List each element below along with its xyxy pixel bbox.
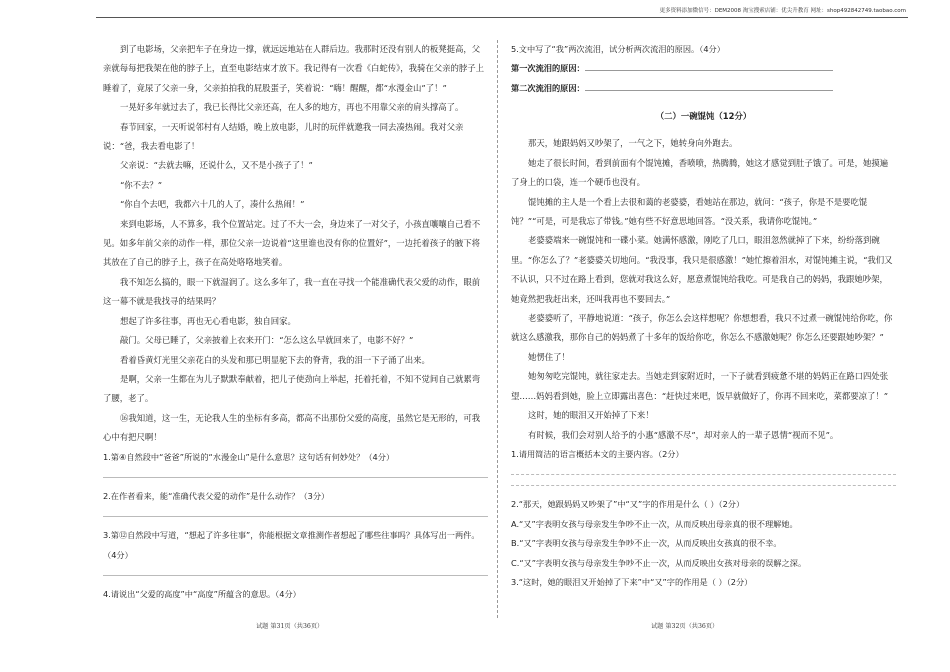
page-footer-left: 试题 第31页（共36页） [256, 623, 324, 630]
question-5: 5.文中写了“我”两次流泪，试分析两次流泪的原因。（4分） [511, 44, 725, 54]
paragraph: 她走了很长时间，看到前面有个馄饨摊，香喷喷，热腾腾，她这才感觉到肚子饿了。可是，她摸遍了身上的口袋，连一个硬币也没有。 [511, 157, 889, 188]
paragraph: 那天，她跟妈妈又吵架了，一气之下，她转身向外跑去。 [528, 138, 738, 149]
question-2: 2.在作者看来，能“准确代表父爱的动作”是什么动作？（3分） [103, 490, 330, 501]
question-r2: 2.“那天，她跟妈妈又吵架了”中“又”字的作用是什么（ ）（2分） [511, 499, 745, 510]
paragraph: 我不知怎么搞的，眼一下就湿润了。这么多年了，我一直在寻找一个能准确代表父爱的动作，眼前这一幕不就是我找寻的结果吗？ [103, 276, 481, 307]
question-r1: 1.请用简洁的语言概括本文的主要内容。（2分） [511, 448, 684, 459]
header-rule [96, 17, 908, 18]
paragraph: 来到电影场，人不算多，我个位置站定。过了不大一会，身边来了一对父子，小孩直嚷嚷自己看不见。如多年前父亲的动作一样，那位父亲一边说着“这里谁也没有你的位置好”，一边托着孩子的腋下将其放在了自己的脖子上，孩子在高处咯咯地笑着。 [103, 218, 481, 268]
question-r3: 3.“这时，她的眼泪又开始掉了下来”中“又”字的作用是（ ）（2分） [511, 576, 753, 587]
right-column [511, 40, 896, 592]
paragraph: “你不去？” [120, 179, 163, 190]
page-header: 更多资料添加微信号：DEM2008 淘宝搜索店铺：优尖升教育 网址：shop492842749.taobao.com [659, 8, 906, 14]
option-a: A.“又”字表明女孩与母亲发生争吵不止一次，从而反映出母亲真的很不理解她。 [511, 518, 798, 529]
first-reason-answer-line[interactable] [585, 60, 833, 71]
paragraph: 是啊，父亲一生都在为儿子默默奉献着，把儿子使劲向上举起，托着托着，不知不觉间自己就累弯了腰，老了。 [103, 373, 481, 404]
page-footer-right: 试题 第32页（共36页） [651, 623, 719, 630]
option-b: B.“又”字表明女孩与母亲发生争吵不止一次，从而反映出女孩真的很不幸。 [511, 538, 782, 549]
paragraph: ⑯我知道，这一生，无论我人生的坐标有多高，都高不出那份父爱的高度，虽然它是无形的，可我心中有把尺啊！ [103, 412, 481, 443]
column-divider [497, 40, 498, 618]
question-1: 1.第④自然段中“爸爸”所说的“水漫金山”是什么意思？这句话有何妙处？（4分） [103, 451, 395, 462]
second-reason-answer-line[interactable] [585, 80, 833, 91]
option-c: C.“又”字表明女孩与母亲发生争吵不止一次，从而反映出女孩对母亲的误解之深。 [511, 557, 807, 568]
second-reason-label: 第二次流泪的原因： [511, 82, 585, 93]
answer-line[interactable] [103, 515, 488, 517]
first-reason-prompt [511, 59, 896, 78]
answer-line[interactable] [103, 574, 488, 576]
paragraph: 有时候，我们会对别人给予的小惠“感激不尽”，却对亲人的一辈子恩情“视而不见”。 [528, 429, 839, 440]
paragraph: 父亲说：“去就去嘛，还说什么，又不是小孩子了！” [120, 160, 313, 171]
paragraph: 一晃好多年就过去了，我已长得比父亲还高，在人多的地方，再也不用靠父亲的肩头撑高了。 [120, 102, 464, 113]
paragraph: 老婆婆听了，平静地说道：“孩子，你怎么会这样想呢？你想想看，我只不过煮一碗馄饨给你吃，你就这么感激我，那你自己的妈妈煮了十多年的饭给你吃，你怎么不感激她呢？你怎么还要跟她吵架？” [511, 313, 893, 343]
paragraph: “你自个去吧，我都六十几的人了，凑什么热闹！” [120, 199, 305, 210]
paragraph: 想起了许多往事，再也无心看电影，独自回家。 [120, 315, 296, 326]
paragraph: 敲门。父母已睡了，父亲披着上衣来开门：“怎么这么早就回来了，电影不好？” [120, 335, 414, 346]
question-4: 4.请说出“父爱的高度”中“高度”所蕴含的意思。（4分） [103, 589, 301, 600]
paragraph: 到了电影场，父亲把车子在身边一撑，就远远地站在人群后边。我那时还没有别人的板凳挺高，父亲就每每把我架在他的脖子上，直至电影结束才放下。我记得有一次看《白蛇传》，我骑在父亲的脖子上睡着了，竟尿了父亲一身，父亲拍拍我的屁股蛋子，笑着说：“嗨！醒醒，都“水漫金山”了！” [103, 44, 485, 93]
paragraph: 她愣住了！ [528, 351, 570, 362]
paragraph: 看着昏黄灯光里父亲花白的头发和那已明显驼下去的脊背，我的泪一下子涌了出来。 [120, 354, 430, 365]
answer-line[interactable] [511, 473, 896, 475]
paragraph: 老婆婆端来一碗馄饨和一碟小菜。她满怀感激，刚吃了几口，眼泪忽然就掉了下来，纷纷落到碗里。“你怎么了？”老婆婆关切地问。“我没事，我只是很感激！”她忙擦着泪水，对馄饨摊主说，“我们又不认识，只不过在路上看到，您就对我这么好，愿意煮馄饨给我吃。可是我自己的妈妈，我跟她吵架，她竟然把我赶出来，还叫我再也不要回去。” [511, 235, 893, 304]
paragraph: 她匆匆吃完馄饨，就往家走去。当她走到家附近时，一下子就看到疲惫不堪的妈妈正在路口四处张望……妈妈看到她，脸上立即露出喜色：“赶快过来吧，饭早就做好了，你再不回来吃，菜都要凉了！” [511, 371, 889, 401]
answer-line[interactable] [511, 484, 896, 486]
paragraph: 这时，她的眼泪又开始掉了下来！ [528, 410, 654, 421]
answer-line[interactable] [103, 476, 488, 478]
left-column [103, 40, 488, 605]
second-reason-prompt [511, 79, 896, 98]
section-title: （二）一碗馄饨（12分） [655, 110, 752, 121]
paragraph: 馄饨摊的主人是一个看上去很和蔼的老婆婆，看她站在那边，就问：“孩子，你是不是要吃馄饨？”“可是，可是我忘了带钱。”她有些不好意思地回答。“没关系，我请你吃馄饨。” [511, 196, 868, 227]
question-3: 3.第⑫自然段中写道，“想起了许多往事”，你能根据文章推测作者想起了哪些往事吗？具体写出一两件。（4分） [103, 530, 480, 560]
paragraph: 春节回家，一天听说邻村有人结婚，晚上放电影，儿时的玩伴就邀我一同去凑热闹。我对父亲说：“爸，我去看电影了！ [103, 121, 464, 152]
first-reason-label: 第一次流泪的原因： [511, 63, 585, 74]
